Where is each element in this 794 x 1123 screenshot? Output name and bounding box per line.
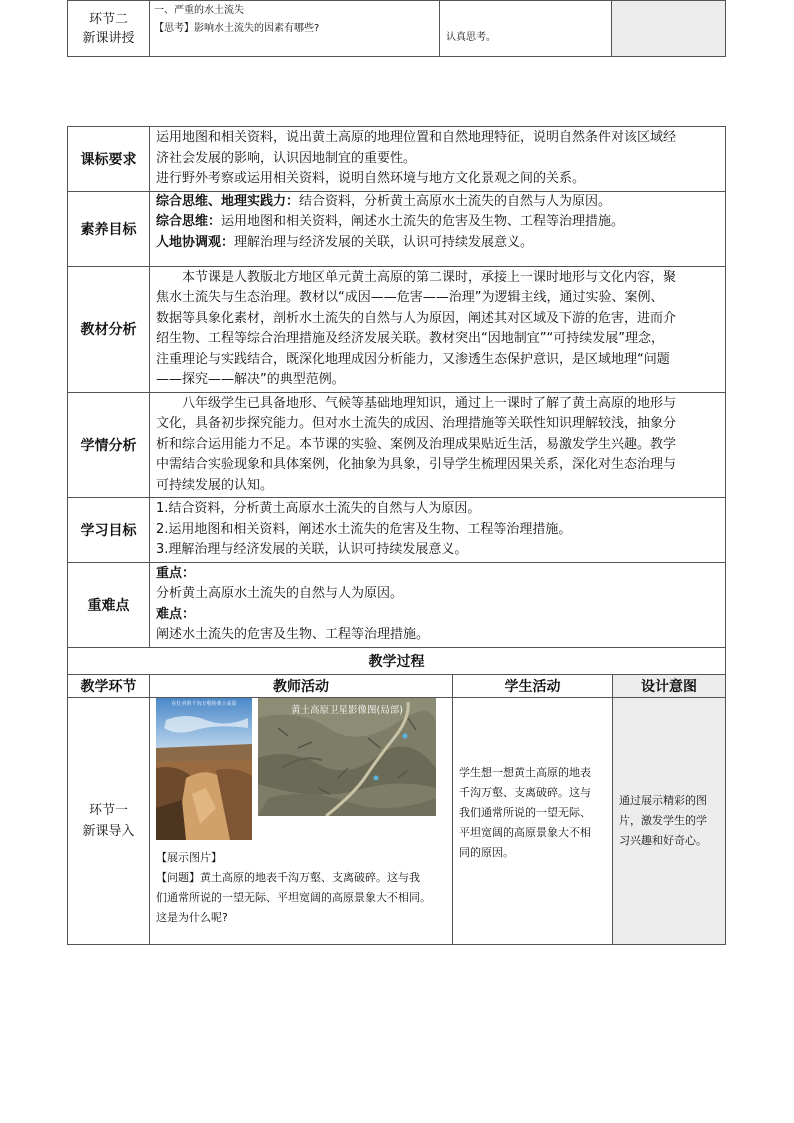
learner-line: 可持续发展的认知。 — [156, 477, 274, 493]
learner-line: 中需结合实验现象和具体案例，化抽象为具象，引导学生梳理因果关系，深化对生态治理与 — [156, 457, 677, 472]
goal-item: 1.结合资料，分析黄土高原水土流失的自然与人为原因。 — [156, 501, 481, 516]
intro-stage-cell — [68, 697, 150, 944]
curriculum-line: 运用地图和相关资料，说出黄土高原的地理位置和自然地理特征，说明自然条件对该区域经 — [156, 130, 677, 145]
satellite-image — [258, 698, 436, 816]
literacy-key: 综合思维： — [156, 214, 222, 229]
literacy-item — [156, 233, 719, 254]
curriculum-line: 济社会发展的影响，认识因地制宜的重要性。 — [156, 150, 417, 166]
material-line: ——探究——解决”的典型范例。 — [156, 372, 345, 387]
header-student: 学生活动 — [453, 674, 613, 697]
material-content — [150, 266, 726, 392]
loess-plateau-photo — [156, 698, 252, 840]
hard-point-label: 难点： — [156, 606, 196, 622]
learner-line: 文化，具备初步探究能力。但对水土流失的成因、治理措施等关联性知识理解较浅，抽象分 — [156, 416, 677, 431]
stage-cell-2 — [68, 1, 150, 57]
literacy-label: 素养目标 — [68, 191, 150, 266]
process-title: 教学过程 — [68, 647, 726, 674]
student-line: 我们通常所说的一望无际、 — [459, 805, 591, 819]
student-line: 平坦宽阔的高原景象大不相 — [459, 825, 591, 839]
stage-2-line2: 新课讲授 — [82, 30, 135, 46]
intent-line: 通过展示精彩的图 — [619, 793, 707, 807]
key-point-text: 分析黄土高原水土流失的自然与人为原因。 — [156, 586, 404, 601]
key-point-label: 重点： — [156, 565, 196, 581]
intro-intent-text — [619, 791, 719, 851]
material-line: 焦水土流失与生态治理。教材以“成因——危害——治理”为逻辑主线，通过实验、案例、 — [156, 290, 664, 305]
student-line: 同的原因。 — [459, 845, 514, 859]
design-intent-cell-2 — [612, 1, 726, 57]
show-images-label: 【展示图片】 — [156, 850, 222, 864]
teacher-line-1: 一、严重的水土流失 — [154, 5, 244, 16]
intro-stage-line1: 环节一 — [88, 802, 128, 818]
intent-line: 片，激发学生的学 — [619, 813, 707, 827]
curriculum-label: 课标要求 — [68, 127, 150, 192]
goals-label: 学习目标 — [68, 498, 150, 563]
literacy-text: 理解治理与经济发展的关联，认识可持续发展意义。 — [234, 234, 534, 250]
intro-teacher-cell — [150, 697, 453, 944]
student-text-2: 认真思考。 — [446, 32, 496, 43]
literacy-key: 综合思维、地理实践力： — [156, 193, 300, 209]
learner-line: 析和综合运用能力不足。本节课的实验、案例及治理成果贴近生活，易激发学生兴趣。教学 — [156, 436, 677, 452]
lesson-plan-table — [67, 126, 726, 945]
photo2-caption: 黄土高原卫星影像图(局部) — [291, 704, 403, 716]
student-line: 学生想一想黄土高原的地表 — [459, 765, 591, 779]
intro-images — [150, 698, 452, 844]
header-teacher: 教师活动 — [150, 674, 453, 697]
teacher-activity-cell-2 — [150, 1, 440, 57]
goal-item: 2.运用地图和相关资料，阐述水土流失的危害及生物、工程等治理措施。 — [156, 521, 572, 537]
literacy-item — [156, 192, 719, 213]
literacy-text: 结合资料，分析黄土高原水土流失的自然与人为原因。 — [299, 193, 612, 209]
intro-stage-line2: 新课导入 — [82, 823, 135, 839]
curriculum-line: 进行野外考察或运用相关资料，说明自然环境与地方文化景观之间的关系。 — [156, 171, 586, 186]
material-line: 绍生物、工程等综合治理措施及经济发展关联。教材突出“因地制宜”“可持续发展”理念， — [156, 331, 664, 346]
question-line: 【问题】黄土高原的地表千沟万壑、支离破碎。这与我 — [156, 870, 420, 884]
learner-line: 八年级学生已具备地形、气候等基础地理知识，通过上一课时了解了黄土高原的地形与 — [182, 395, 677, 411]
material-line: 数据等具象化素材，剖析水土流失的自然与人为原因，阐述其对区域及下游的危害，进而介 — [156, 310, 677, 326]
header-intent: 设计意图 — [613, 674, 726, 697]
material-line: 本节课是人教版北方地区单元黄土高原的第二课时，承接上一课时地形与文化内容，聚 — [182, 269, 677, 285]
literacy-item — [156, 212, 719, 233]
curriculum-content — [150, 127, 726, 192]
header-stage: 教学环节 — [68, 674, 150, 697]
literacy-key: 人地协调观： — [156, 234, 235, 250]
intent-line: 习兴趣和好奇心。 — [619, 833, 707, 847]
intro-student-text — [459, 763, 606, 863]
material-line: 注重理论与实践结合，既深化地理成因分析能力，又渗透生态保护意识，是区域地理“问题 — [156, 351, 670, 367]
keypoints-content — [150, 562, 726, 647]
student-line: 千沟万壑、支离破碎。这与 — [459, 785, 591, 799]
keypoints-label: 重难点 — [68, 562, 150, 647]
learner-content — [150, 392, 726, 498]
hard-point-text: 阐述水土流失的危害及生物、工程等治理措施。 — [156, 627, 430, 642]
stage-2-line1: 环节二 — [88, 11, 128, 27]
intro-intent-cell — [613, 697, 726, 944]
literacy-content — [150, 191, 726, 266]
question-line: 们通常所说的一望无际、平坦宽阔的高原景象大不相同。 — [156, 890, 431, 904]
goals-content — [150, 498, 726, 563]
material-label: 教材分析 — [68, 266, 150, 392]
intro-student-cell — [453, 697, 613, 944]
literacy-text: 运用地图和相关资料，阐述水土流失的危害及生物、工程等治理措施。 — [221, 214, 625, 229]
student-activity-cell-2 — [440, 1, 612, 57]
previous-page-table-fragment — [67, 0, 726, 57]
intro-teacher-text — [150, 848, 452, 928]
learner-label: 学情分析 — [68, 392, 150, 498]
teacher-line-2: 【思考】影响水土流失的因素有哪些? — [154, 23, 320, 34]
photo1-caption: 在壮美的千沟万壑的黄土高原 — [171, 700, 237, 707]
question-line: 这是为什么呢? — [156, 910, 228, 924]
goal-item: 3.理解治理与经济发展的关联，认识可持续发展意义。 — [156, 542, 468, 557]
